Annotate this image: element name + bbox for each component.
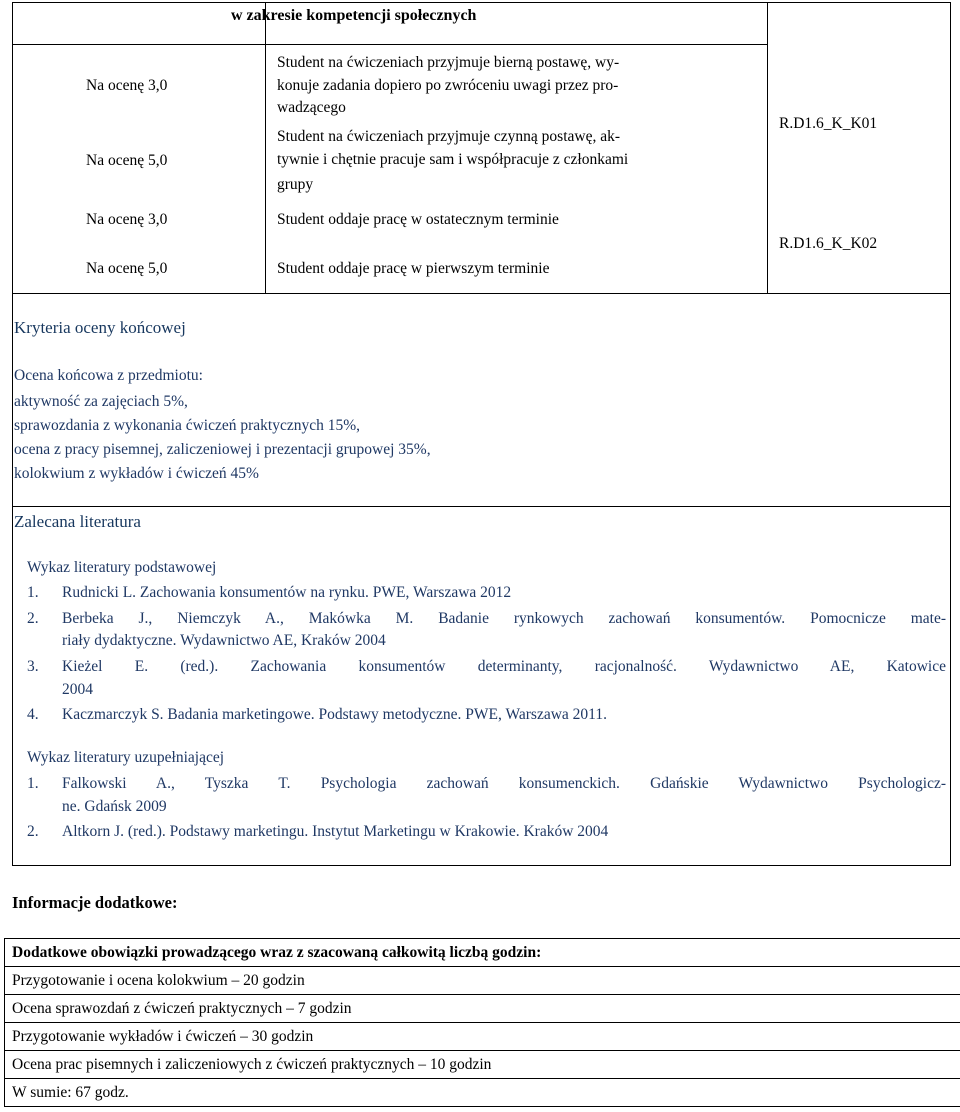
table-border	[4, 1106, 960, 1107]
table-border	[4, 1022, 960, 1023]
list-item: riały dydaktyczne. Wydawnictwo AE, Kraków 2004	[62, 632, 386, 649]
duty-row: Ocena sprawozdań z ćwiczeń praktycznych – 7 godzin	[12, 1000, 352, 1017]
literature-heading: Zalecana literatura	[14, 512, 141, 531]
basic-literature-heading: Wykaz literatury podstawowej	[27, 559, 217, 576]
table-header: w zakresie kompetencji społecznych	[231, 7, 477, 24]
additional-info-heading: Informacje dodatkowe:	[12, 893, 178, 912]
table-border	[4, 966, 960, 967]
criteria-intro: Ocena końcowa z przedmiotu:	[14, 367, 203, 384]
list-number: 4.	[27, 706, 39, 723]
list-item: Kaczmarczyk S. Badania marketingowe. Podstawy metodyczne. PWE, Warszawa 2011.	[62, 706, 607, 723]
criterion-line: grupy	[277, 176, 314, 193]
criterion-line: tywnie i chętnie pracuje sam i współpracuje z członkami	[277, 151, 629, 168]
effect-code: R.D1.6_K_K01	[779, 115, 878, 132]
grade-label: Na ocenę 5,0	[86, 152, 168, 169]
list-item: ne. Gdańsk 2009	[62, 798, 167, 815]
table-border	[12, 2, 13, 294]
list-item: Altkorn J. (red.). Podstawy marketingu. Instytut Marketingu w Krakowie. Kraków 2004	[62, 823, 609, 840]
criteria-item: aktywność za zajęciach 5%,	[14, 393, 188, 410]
list-number: 3.	[27, 658, 39, 675]
criterion-line: Student na ćwiczeniach przyjmuje bierną postawę, wy-	[277, 54, 620, 71]
criterion-line: wadzącego	[277, 99, 346, 116]
supplementary-literature-heading: Wykaz literatury uzupełniającej	[27, 749, 225, 766]
box-border	[950, 293, 951, 866]
table-border	[767, 2, 768, 294]
list-item: 2004	[62, 681, 93, 698]
table-border	[4, 1050, 960, 1051]
box-border	[12, 506, 951, 507]
criterion-line: Student oddaje pracę w ostatecznym terminie	[277, 211, 559, 228]
duty-total: W sumie: 67 godz.	[12, 1084, 129, 1101]
criterion-line: Student oddaje pracę w pierwszym terminie	[277, 260, 550, 277]
duty-row: Ocena prac pisemnych i zaliczeniowych z ćwiczeń praktycznych – 10 godzin	[12, 1056, 492, 1073]
list-number: 2.	[27, 823, 39, 840]
table-border	[12, 2, 951, 3]
list-number: 2.	[27, 610, 39, 627]
criterion-line: Student na ćwiczeniach przyjmuje czynną postawę, ak-	[277, 128, 621, 145]
table-border	[265, 2, 266, 294]
table-border	[950, 2, 951, 294]
list-item: Falkowski A., Tyszka T. Psychologia zachowań konsumenckich. Gdańskie Wydawnictwo Psychologicz-	[62, 775, 946, 792]
duty-row: Przygotowanie wykładów i ćwiczeń – 30 godzin	[12, 1028, 314, 1045]
duty-row: Przygotowanie i ocena kolokwium – 20 godzin	[12, 972, 305, 989]
criterion-line: konuje zadania dopiero po zwróceniu uwagi przez pro-	[277, 77, 619, 94]
table-border	[12, 44, 768, 45]
list-item: Rudnicki L. Zachowania konsumentów na rynku. PWE, Warszawa 2012	[62, 584, 512, 601]
table-border	[12, 293, 951, 294]
table-border	[4, 938, 960, 939]
list-number: 1.	[27, 584, 39, 601]
duties-table-heading: Dodatkowe obowiązki prowadzącego wraz z szacowaną całkowitą liczbą godzin:	[12, 944, 542, 961]
criteria-item: ocena z pracy pisemnej, zaliczeniowej i prezentacji grupowej 35%,	[14, 441, 431, 458]
criteria-item: sprawozdania z wykonania ćwiczeń praktycznych 15%,	[14, 417, 361, 434]
criteria-item: kolokwium z wykładów i ćwiczeń 45%	[14, 465, 259, 482]
grade-label: Na ocenę 5,0	[86, 260, 168, 277]
grade-label: Na ocenę 3,0	[86, 211, 168, 228]
table-border	[4, 1078, 960, 1079]
table-border	[4, 994, 960, 995]
criteria-heading: Kryteria oceny końcowej	[14, 318, 186, 337]
box-border	[12, 293, 13, 866]
grade-label: Na ocenę 3,0	[86, 77, 168, 94]
list-item: Kieżel E. (red.). Zachowania konsumentów determinanty, racjonalność. Wydawnictwo AE, Katowice	[62, 658, 946, 675]
effect-code: R.D1.6_K_K02	[779, 235, 878, 252]
list-number: 1.	[27, 775, 39, 792]
list-item: Berbeka J., Niemczyk A., Makówka M. Badanie rynkowych zachowań konsumentów. Pomocnicze mate-	[62, 610, 946, 627]
box-border	[12, 865, 951, 866]
table-border	[4, 938, 5, 1107]
